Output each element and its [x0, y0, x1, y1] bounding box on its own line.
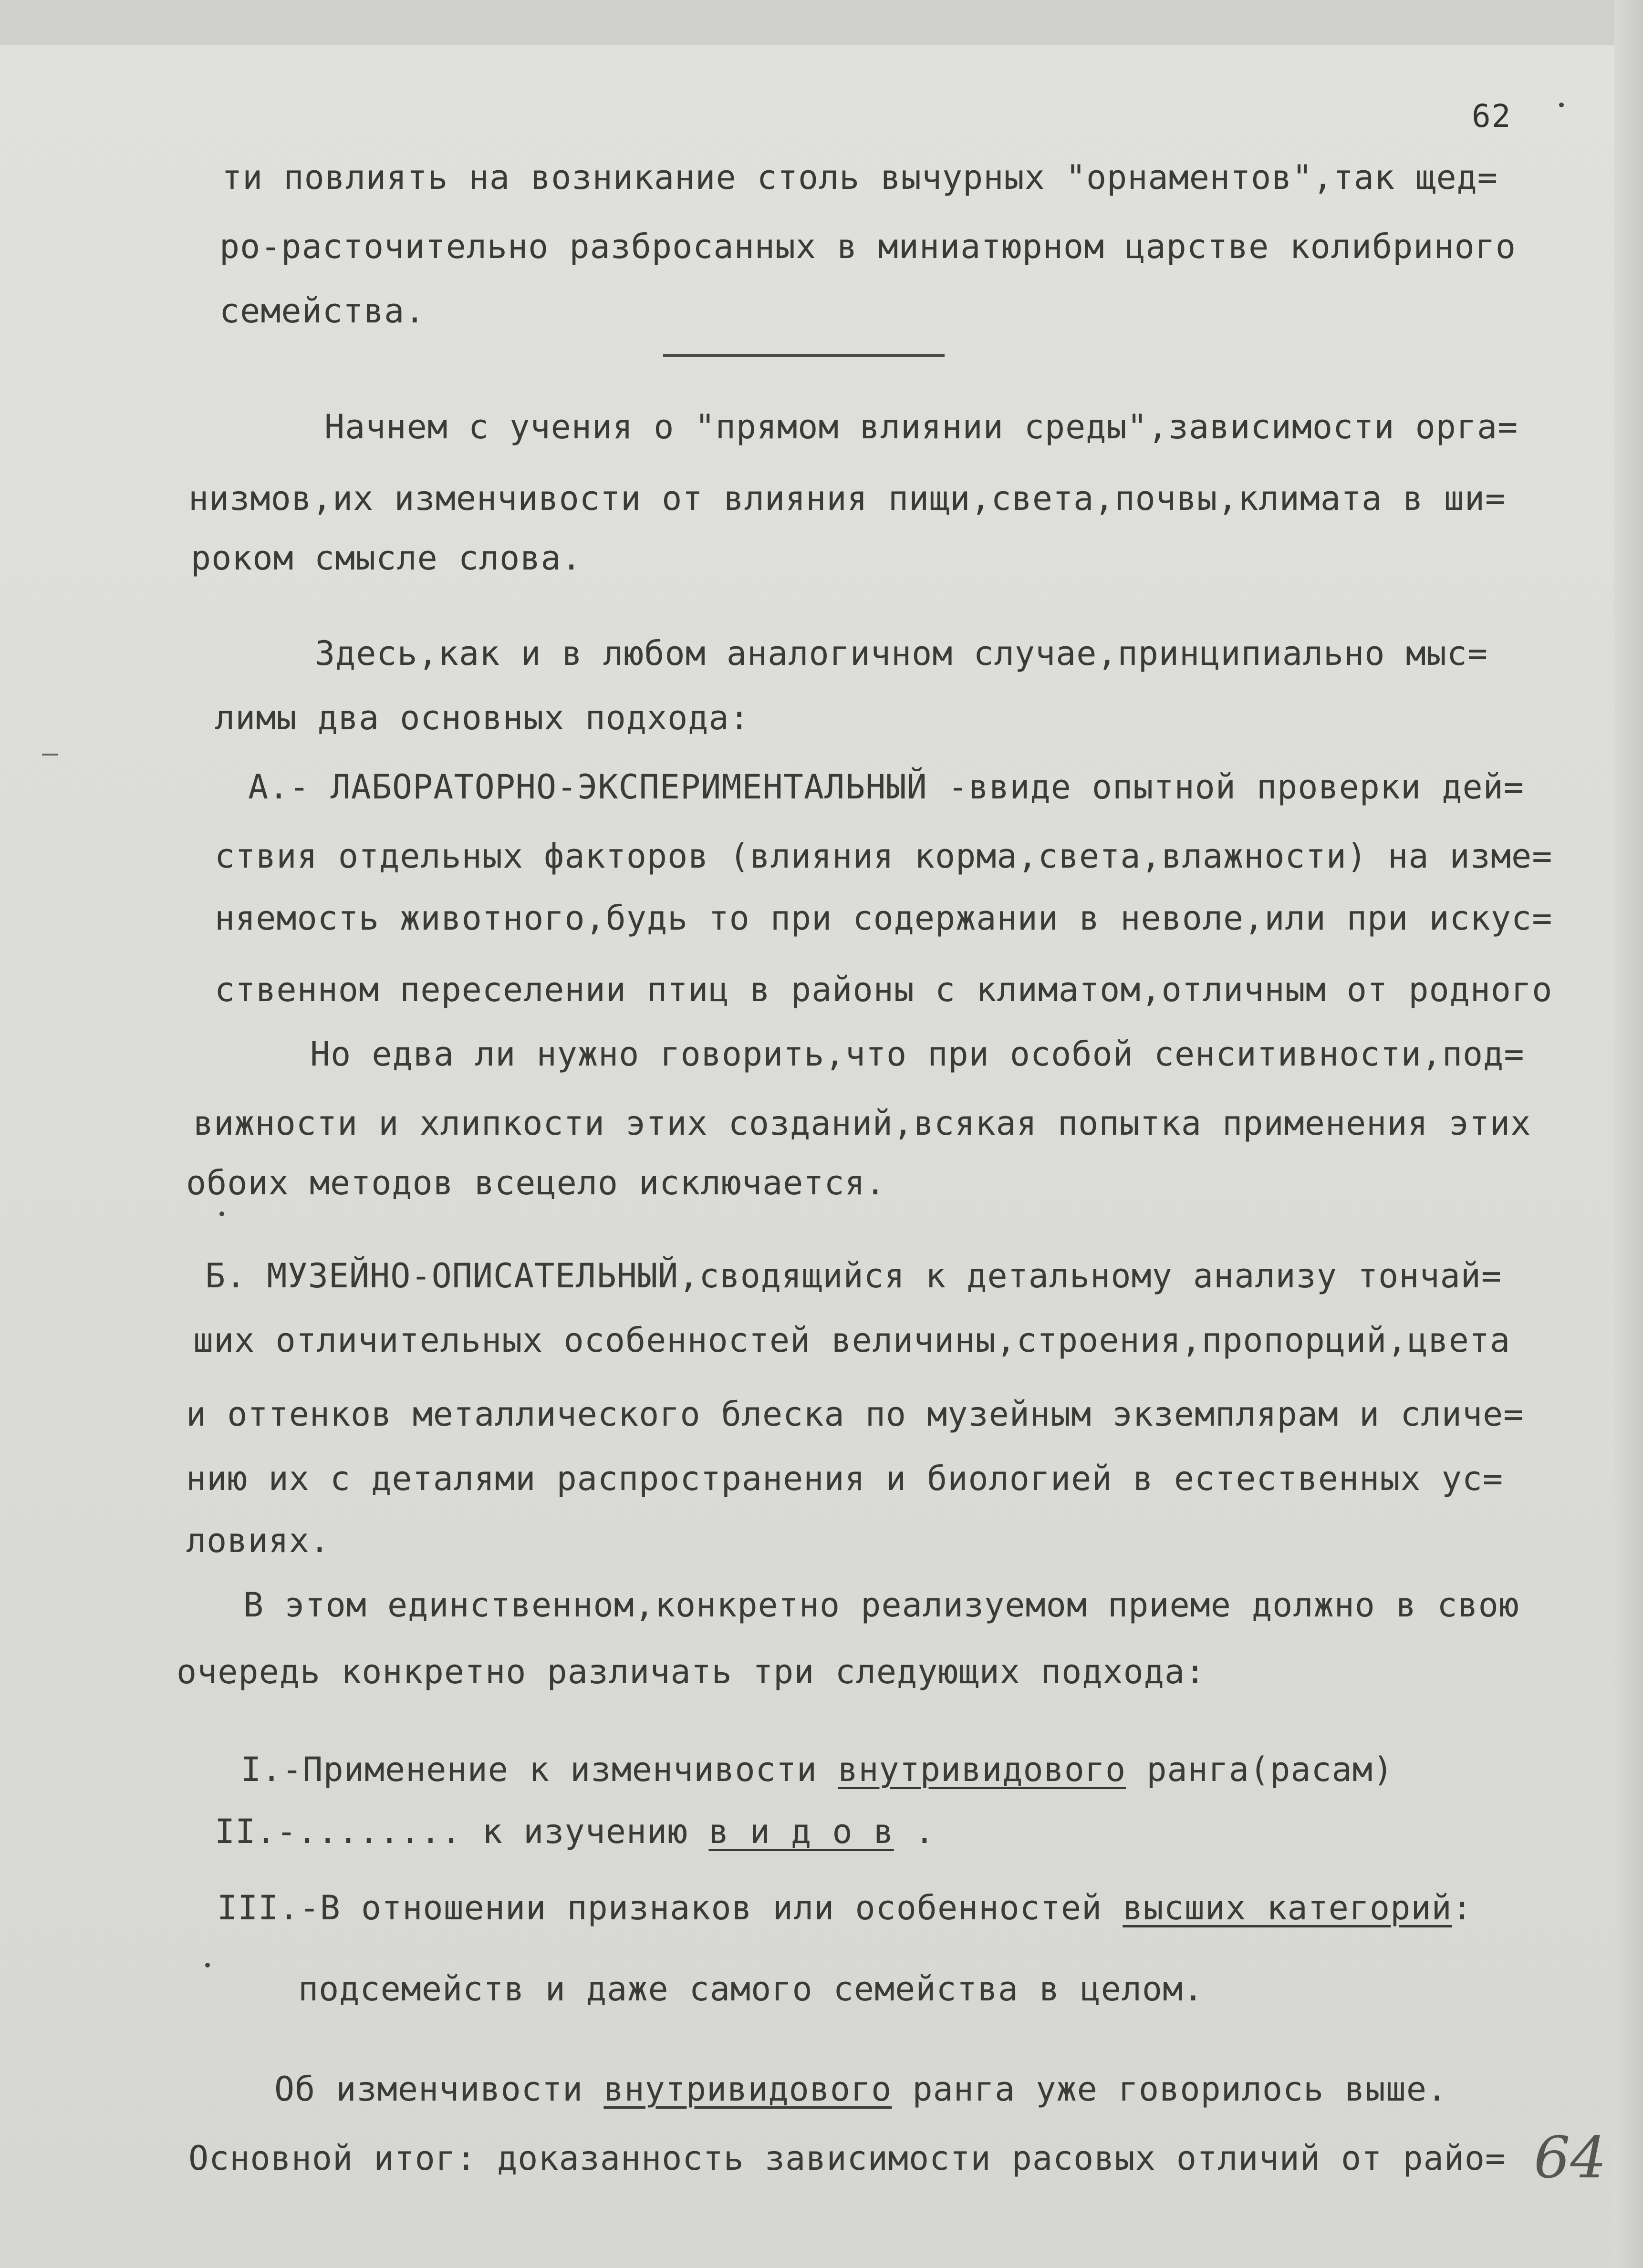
margin-handwritten-number: 64 [1534, 2125, 1607, 2191]
text-line: ствия отдельных факторов (влияния корма,света,влажности) на изме= [215, 837, 1553, 876]
text-line: вижности и хлипкости этих созданий,всякая попытка применения этих [193, 1104, 1531, 1143]
text-line: ственном переселении птиц в районы с климатом,отличным от родного [215, 970, 1553, 1009]
text-line: нию их с деталями распространения и биологией в естественных ус= [186, 1459, 1504, 1498]
margin-mark [42, 754, 58, 756]
scan-right-edge [1614, 0, 1643, 2268]
text-line: Но едва ли нужно говорить,что при особой сенситивности,под= [310, 1035, 1525, 1074]
text-line: Основной итог: доказанность зависимости расовых отличий от райо= [188, 2139, 1506, 2178]
text-line: очередь конкретно различать три следующих подхода: [177, 1652, 1206, 1691]
text-line: Здесь,как и в любом аналогичном случае,принципиально мыс= [315, 634, 1488, 673]
text-line: А.- ЛАБОРАТОРНО-ЭКСПЕРИМЕНТАЛЬНЫЙ -ввиде опытной проверки дей= [248, 767, 1524, 807]
text-line: ловиях. [186, 1521, 331, 1560]
paragraph-line: Об изменчивости внутривидового ранга уже говорилось выше. [274, 2070, 1448, 2109]
text-line: обоих методов всецело исключается. [186, 1163, 886, 1202]
text-line: семейства. [219, 291, 426, 331]
text-line: лимы два основных подхода: [215, 698, 750, 737]
page-number: 62 [1472, 98, 1512, 135]
text-line: Б. МУЗЕЙНО-ОПИСАТЕЛЬНЫЙ,сводящийся к детальному анализу тончай= [205, 1256, 1502, 1295]
text-line: ти повлиять на возникание столь вычурных "орнаментов",так щед= [222, 158, 1498, 197]
text-line: роком смысле слова. [191, 539, 582, 578]
ink-dot [1559, 103, 1564, 107]
text-line: низмов,их изменчивости от влияния пищи,света,почвы,климата в ши= [188, 479, 1506, 518]
list-item-2: II.-........ к изучению в и д о в . [215, 1812, 936, 1851]
text-line: В этом единственном,конкретно реализуемом приеме должно в свою [243, 1585, 1519, 1625]
text-line: няемость животного,будь то при содержании в неволе,или при искус= [215, 899, 1553, 938]
text-line: и оттенков металлического блеска по музейным экземплярам и сличе= [186, 1395, 1524, 1434]
text-line: ших отличительных особенностей величины,строения,пропорций,цвета [193, 1321, 1511, 1360]
scan-top-edge [0, 0, 1643, 45]
text-line: Начнем с учения о "прямом влиянии среды",зависимости орга= [324, 407, 1518, 446]
ink-dot [219, 1212, 224, 1216]
text-line: ро-расточительно разбросанных в миниатюрном царстве колибриного [219, 227, 1517, 266]
list-item-1: I.-Применение к изменчивости внутривидового ранга(расам) [241, 1750, 1394, 1789]
text-line: подсемейств и даже самого семейства в целом. [298, 1969, 1204, 2009]
list-item-3: III.-В отношении признаков или особенностей высших категорий: [217, 1888, 1473, 1927]
separator-rule [663, 354, 945, 357]
ink-dot [205, 1963, 210, 1968]
